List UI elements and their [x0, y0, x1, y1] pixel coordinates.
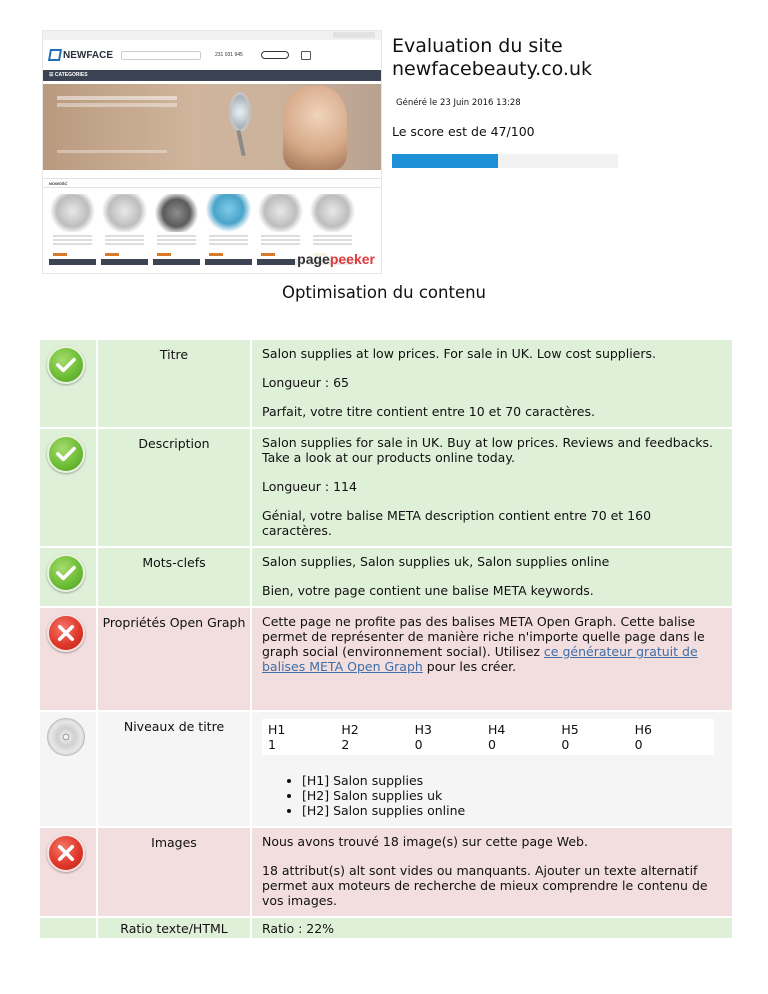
- check-icon: [47, 435, 85, 473]
- heading-count: 0: [487, 737, 496, 752]
- heading-count: 0: [414, 737, 423, 752]
- thumb-new-label: NOWOŚĆ: [43, 178, 381, 188]
- headings-list: [302, 773, 722, 818]
- row-opengraph: [40, 608, 732, 712]
- heading-count: 2: [341, 737, 350, 752]
- heading-tag: H1: [268, 722, 286, 737]
- info-disc-icon: [47, 718, 85, 756]
- title-length: Longueur : 65: [262, 375, 349, 390]
- description-length: Longueur : 114: [262, 479, 357, 494]
- check-icon: [47, 554, 85, 592]
- heading-count: 1: [268, 737, 276, 752]
- images-count: Nous avons trouvé 18 image(s) sur cette page Web.: [262, 834, 588, 849]
- check-icon: [47, 346, 85, 384]
- thumb-button: [261, 51, 289, 59]
- pagepeeker-watermark: pagepeeker: [297, 251, 375, 267]
- row-title: [40, 340, 732, 429]
- page-title: Evaluation du site newfacebeauty.co.uk: [392, 35, 593, 80]
- heading-item: • [H2] Salon supplies online: [302, 803, 722, 818]
- heading-tag: H3: [414, 722, 433, 737]
- row-headings: [40, 712, 732, 828]
- row-label: Propriétés Open Graph: [96, 608, 252, 710]
- row-label: Description: [96, 429, 252, 546]
- row-label: Titre: [96, 340, 252, 427]
- heading-level-h6: [635, 722, 708, 752]
- row-keywords: [40, 548, 732, 608]
- headings-table: [262, 719, 714, 755]
- thumb-search: [121, 51, 201, 60]
- heading-item: • [H1] Salon supplies: [302, 773, 722, 788]
- score-text: Le score est de 47/100: [392, 124, 535, 139]
- heading-tag: H6: [634, 722, 652, 737]
- thumb-topbar: [43, 31, 381, 40]
- description-note: Génial, votre balise META description contient entre 70 et 160 caractères.: [262, 508, 652, 538]
- heading-tag: H2: [341, 722, 359, 737]
- heading-level-h3: [415, 722, 488, 752]
- cross-icon: [47, 614, 85, 652]
- website-thumbnail: [42, 30, 382, 274]
- row-label: Ratio texte/HTML: [96, 918, 252, 938]
- heading-tag: H5: [561, 722, 579, 737]
- row-images: [40, 828, 732, 918]
- images-note: 18 attribut(s) alt sont vides ou manquants. Ajouter un texte alternatif permet aux moteurs de recherche de mieux comprendre le contenu de vos images.: [262, 863, 708, 908]
- ratio-value: Ratio : 22%: [262, 921, 335, 936]
- row-label: Niveaux de titre: [96, 712, 252, 826]
- row-label: Mots-clefs: [96, 548, 252, 606]
- heading-count: 0: [634, 737, 643, 752]
- row-ratio: [40, 918, 732, 940]
- thumb-categories-bar: ☰ CATEGORIES: [43, 70, 381, 81]
- cart-icon: [301, 51, 311, 60]
- title-note: Parfait, votre titre contient entre 10 et 70 caractères.: [262, 404, 595, 419]
- thumb-banner: [43, 84, 381, 170]
- score-progress-bar: [392, 154, 618, 168]
- heading-count: 0: [561, 737, 570, 752]
- title-value: Salon supplies at low prices. For sale in UK. Low cost suppliers.: [262, 346, 656, 361]
- keywords-note: Bien, votre page contient une balise META keywords.: [262, 583, 594, 598]
- section-title: Optimisation du contenu: [281, 283, 487, 302]
- thumb-phone: 231 031 945: [215, 52, 243, 58]
- score-progress-fill: [392, 154, 498, 168]
- results-table: [40, 340, 732, 940]
- cross-icon: [47, 834, 85, 872]
- heading-level-h2: [341, 722, 414, 752]
- heading-item: • [H2] Salon supplies uk: [302, 788, 722, 803]
- thumb-logo: NEWFACE: [49, 49, 113, 61]
- heading-level-h4: [488, 722, 561, 752]
- generated-date: Généré le 23 Juin 2016 13:28: [396, 98, 521, 108]
- keywords-value: Salon supplies, Salon supplies uk, Salon supplies online: [262, 554, 610, 569]
- heading-level-h1: [268, 722, 341, 752]
- heading-level-h5: [561, 722, 634, 752]
- heading-tag: H4: [487, 722, 506, 737]
- opengraph-text: Cette page ne profite pas des balises META Open Graph. Cette balise permet de représenter de manière riche n'importe quelle page dans le graph social (environnement social). Utilisez ce générateur gratuit de balises META Open Graph pour les créer.: [262, 614, 705, 674]
- row-label: Images: [96, 828, 252, 916]
- row-description: [40, 429, 732, 548]
- thumb-header: [43, 40, 381, 70]
- opengraph-generator-link[interactable]: ce générateur gratuit de balises META Open Graph: [262, 644, 698, 674]
- description-value: Salon supplies for sale in UK. Buy at low prices. Reviews and feedbacks. Take a look at our products online today.: [262, 435, 713, 465]
